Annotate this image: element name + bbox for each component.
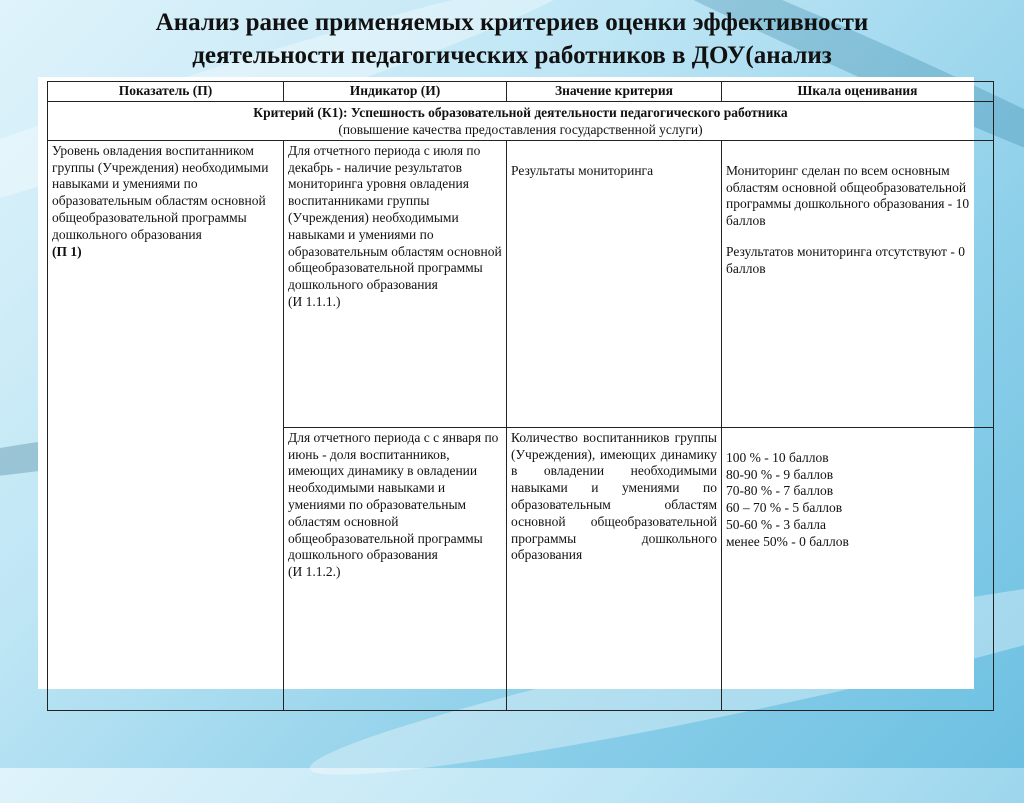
indicator-group-cell bbox=[48, 140, 284, 710]
criterion-label: Критерий (К1): Успешность образовательной деятельности педагогического работника bbox=[253, 104, 788, 120]
criterion-cell bbox=[48, 101, 994, 140]
slide-title-line1: Анализ ранее применяемых критериев оценки эффективности bbox=[155, 9, 869, 36]
criterion-value-cell bbox=[507, 140, 722, 427]
scale-cell bbox=[722, 140, 994, 427]
table-header-row bbox=[48, 82, 994, 102]
indicator-code: (И 1.1.2.) bbox=[288, 564, 341, 580]
scale-item: 70-80 % - 7 баллов bbox=[726, 483, 834, 499]
slide-title-line2: деятельности педагогических работников в ДОУ(анализ bbox=[192, 42, 832, 69]
header-criterion-value: Значение критерия bbox=[507, 82, 722, 102]
scale-item: 100 % - 10 баллов bbox=[726, 449, 829, 465]
indicator-cell bbox=[284, 140, 507, 427]
criterion-value-cell bbox=[507, 427, 722, 710]
document-sheet bbox=[38, 77, 974, 689]
criterion-row bbox=[48, 101, 994, 140]
indicator-text: Для отчетного периода с с января по июнь - доля воспитанников, имеющих динамику в овладении необходимыми навыками и умениями по образовательным областям основной общеобразовательной программы дошкольного образования bbox=[288, 429, 499, 563]
criterion-value-text: Результаты мониторинга bbox=[511, 162, 654, 178]
indicator-group-code: (П 1) bbox=[52, 243, 82, 259]
indicator-text: Для отчетного периода с июля по декабрь - наличие результатов мониторинга уровня овладения воспитанниками группы (Учреждения) необходимыми навыками и умениями по образовательным областям основной общеобразовательной программы дошкольного образования bbox=[288, 142, 502, 293]
table-row bbox=[48, 140, 994, 427]
indicator-group-text: Уровень овладения воспитанником группы (Учреждения) необходимыми навыками и умениями по образовательным областям основной общеобразовательной программы дошкольного образования bbox=[52, 142, 269, 242]
indicator-code: (И 1.1.1.) bbox=[288, 293, 341, 309]
criteria-table bbox=[47, 81, 994, 711]
scale-item: 80-90 % - 9 баллов bbox=[726, 466, 834, 482]
scale-item: 60 – 70 % - 5 баллов bbox=[726, 500, 843, 516]
header-indicator: Индикатор (И) bbox=[284, 82, 507, 102]
scale-item: менее 50% - 0 баллов bbox=[726, 533, 849, 549]
scale-cell bbox=[722, 427, 994, 710]
slide-title bbox=[40, 6, 984, 72]
header-scale: Шкала оценивания bbox=[722, 82, 994, 102]
scale-item: 50-60 % - 3 балла bbox=[726, 516, 826, 532]
criterion-sub: (повышение качества предоставления государственной услуги) bbox=[338, 121, 703, 137]
indicator-cell bbox=[284, 427, 507, 710]
criterion-value-text: Количество воспитанников группы (Учреждения), имеющих динамику в овладении необходимыми навыками и умениями по образовательным областям основной общеобразовательной программы дошкольного образования bbox=[511, 429, 717, 563]
scale-text: Мониторинг сделан по всем основным областям основной общеобразовательной программы дошкольного образования - 10 баллов bbox=[726, 162, 970, 229]
scale-text: Результатов мониторинга отсутствуют - 0 баллов bbox=[726, 243, 965, 276]
header-indicator-group: Показатель (П) bbox=[48, 82, 284, 102]
